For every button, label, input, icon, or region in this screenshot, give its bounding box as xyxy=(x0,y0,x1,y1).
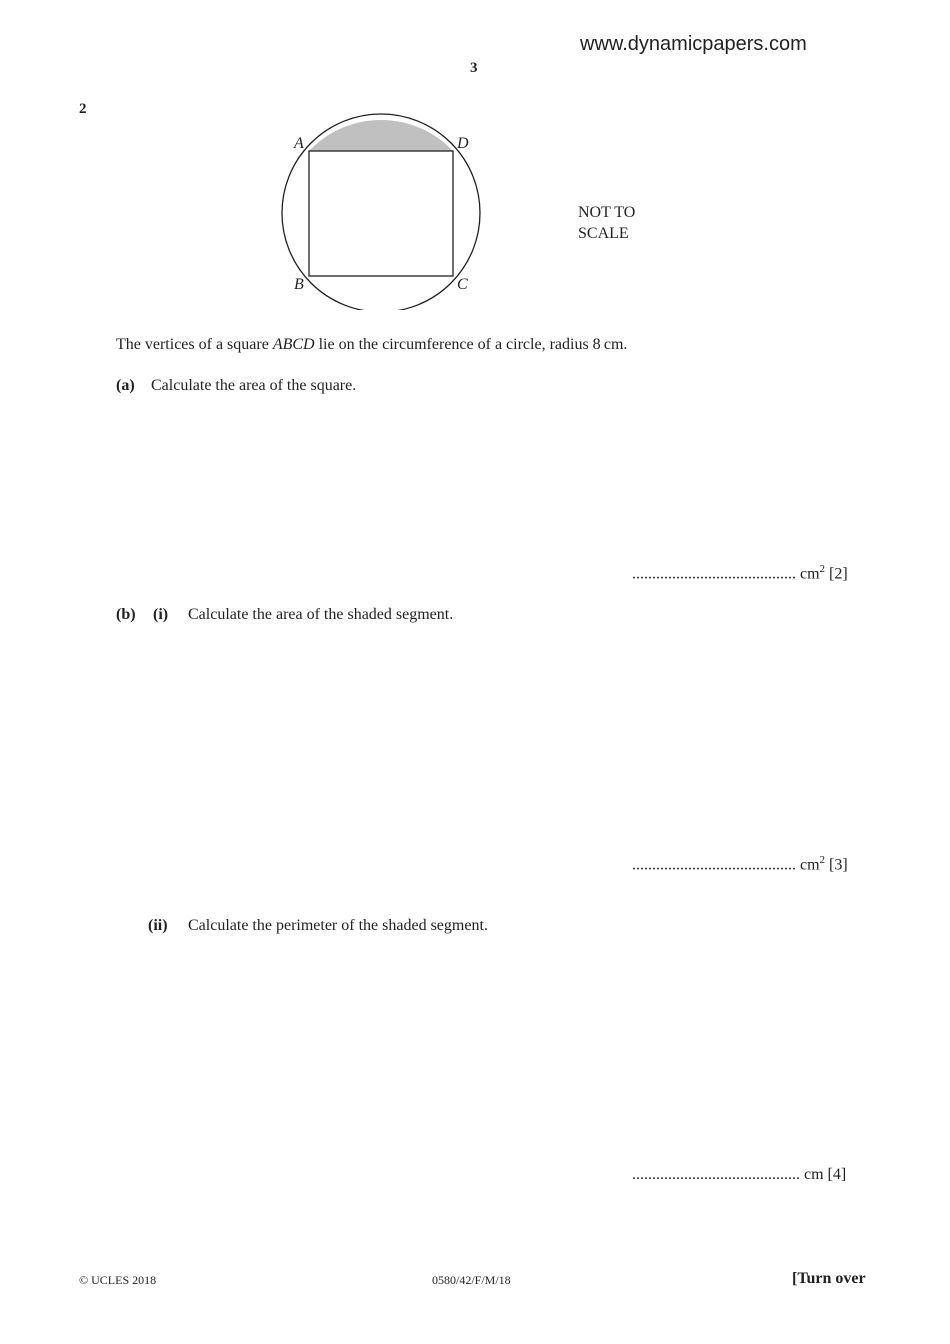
answer-dots: .......................................... xyxy=(632,1166,800,1183)
marks: [4] xyxy=(827,1166,847,1183)
not-to-scale-line1: NOT TO xyxy=(578,204,636,221)
answer-unit: cm xyxy=(800,565,820,583)
stem-square-name: ABCD xyxy=(272,336,315,353)
footer-paper-code: 0580/42/F/M/18 xyxy=(432,1273,511,1287)
square-abcd xyxy=(309,151,453,276)
part-a-answer-line[interactable] xyxy=(632,563,848,583)
part-b-ii-text: Calculate the perimeter of the shaded segment. xyxy=(188,917,488,934)
shaded-segment xyxy=(309,120,453,151)
part-a-text: Calculate the area of the square. xyxy=(151,377,357,394)
stem-text-end: lie on the circumference of a circle, radius 8 cm. xyxy=(314,336,628,353)
question-number: 2 xyxy=(79,101,87,117)
website-url: www.dynamicpapers.com xyxy=(580,33,807,55)
part-b-ii-answer-line[interactable] xyxy=(632,1166,846,1184)
answer-dots: ......................................... xyxy=(632,856,796,874)
footer-copyright: © UCLES 2018 xyxy=(79,1273,157,1287)
circle-square-diagram xyxy=(270,110,500,310)
page-number: 3 xyxy=(470,60,478,76)
answer-unit-power: 2 xyxy=(819,854,826,866)
vertex-label-a: A xyxy=(294,135,304,152)
part-b-i-label: (i) xyxy=(153,606,169,623)
not-to-scale-note xyxy=(578,202,698,244)
part-b-label: (b) xyxy=(116,606,136,623)
part-a-label: (a) xyxy=(116,377,135,394)
marks: [2] xyxy=(829,565,848,583)
answer-unit-power: 2 xyxy=(819,563,826,575)
not-to-scale-line2: SCALE xyxy=(578,225,629,242)
answer-unit: cm xyxy=(804,1166,824,1183)
part-b-ii-label: (ii) xyxy=(148,917,168,934)
part-b-i-text: Calculate the area of the shaded segment. xyxy=(188,606,454,623)
part-b-i-answer-line[interactable] xyxy=(632,854,848,874)
turn-over: [Turn over xyxy=(792,1270,866,1287)
answer-dots: ......................................... xyxy=(632,565,796,583)
marks: [3] xyxy=(829,856,848,874)
vertex-label-d: D xyxy=(457,135,469,152)
question-stem xyxy=(116,336,627,354)
stem-text-start: The vertices of a square xyxy=(116,336,273,353)
answer-unit: cm xyxy=(800,856,820,874)
vertex-label-b: B xyxy=(294,276,304,293)
vertex-label-c: C xyxy=(457,276,468,293)
